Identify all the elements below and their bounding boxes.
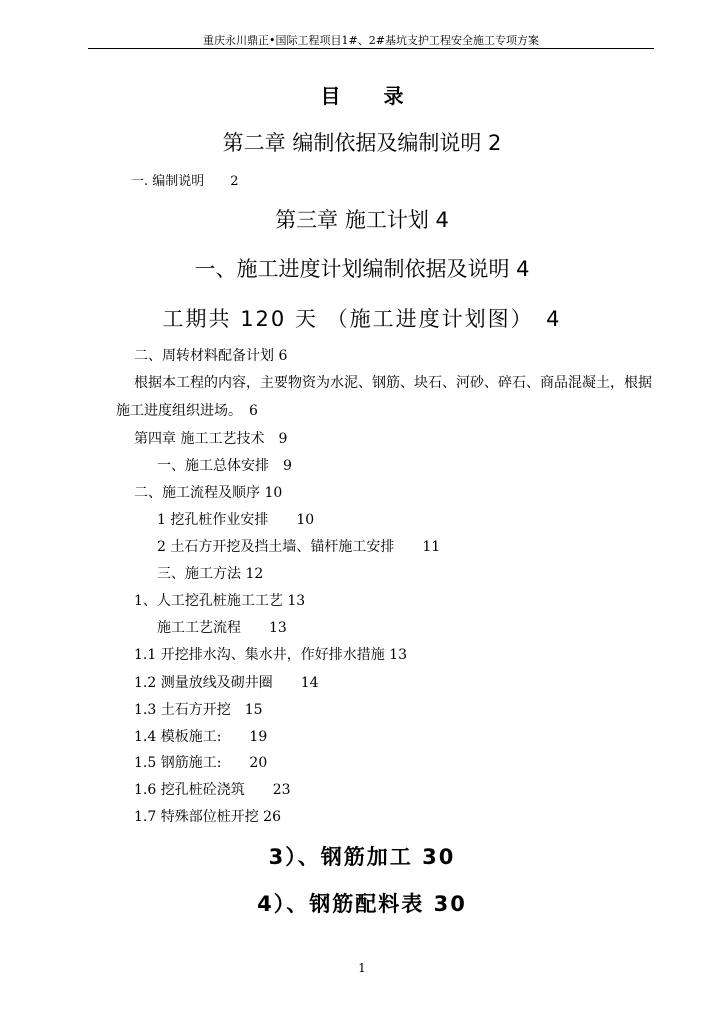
toc-item-pile-arrangement[interactable]: 1 挖孔桩作业安排 10 [157,512,315,528]
toc-item-1-6[interactable]: 1.6 挖孔桩砼浇筑 23 [134,782,291,798]
toc-item-1-7[interactable]: 1.7 特殊部位桩开挖 26 [134,809,281,825]
toc-item-preparation-notes[interactable]: 一. 编制说明 2 [131,174,239,189]
toc-item-1-5[interactable]: 1.5 钢筋施工: 20 [134,755,268,771]
toc-item-1-1[interactable]: 1.1 开挖排水沟、集水井，作好排水措施 13 [134,647,407,663]
toc-item-overall-arrangement[interactable]: 一、施工总体安排 9 [157,458,292,474]
toc-item-1-3[interactable]: 1.3 土石方开挖 15 [134,702,263,718]
toc-item-rebar-processing[interactable]: 3）、钢筋加工 30 [268,845,456,869]
page-number: 1 [358,961,366,975]
toc-item-materials-plan[interactable]: 二、周转材料配备计划 6 [134,348,288,364]
toc-title: 目 录 [320,84,422,108]
toc-item-process-flow[interactable]: 施工工艺流程 13 [157,620,287,636]
toc-item-1-2[interactable]: 1.2 测量放线及砌井圈 14 [134,675,319,691]
toc-item-rebar-schedule[interactable]: 4）、钢筋配料表 30 [257,892,467,916]
header-divider [88,48,654,49]
toc-chapter-4[interactable]: 第四章 施工工艺技术 9 [134,431,288,447]
toc-item-manual-pile-process[interactable]: 1、人工挖孔桩施工工艺 13 [134,593,306,609]
toc-chapter-3[interactable]: 第三章 施工计划 4 [275,208,449,232]
toc-item-process-sequence[interactable]: 二、施工流程及顺序 10 [134,485,283,501]
toc-item-construction-methods[interactable]: 三、施工方法 12 [157,566,264,582]
toc-chapter-2[interactable]: 第二章 编制依据及编制说明 2 [222,131,502,155]
toc-item-earthwork-arrangement[interactable]: 2 土石方开挖及挡土墙、锚杆施工安排 11 [157,539,441,555]
running-header: 重庆永川鼎正•国际工程项目1#、2#基坑支护工程安全施工专项方案 [203,34,539,47]
toc-item-materials-desc-1[interactable]: 根据本工程的内容，主要物资为水泥、钢筋、块石、河砂、碎石、商品混凝土，根据 [134,375,652,391]
toc-item-duration[interactable]: 工期共 120 天 （施工进度计划图） 4 [162,307,562,331]
toc-item-materials-desc-2[interactable]: 施工进度组织进场。 6 [116,403,258,419]
toc-item-schedule-basis[interactable]: 一、施工进度计划编制依据及说明 4 [194,257,530,281]
toc-item-1-4[interactable]: 1.4 模板施工: 19 [134,729,268,745]
